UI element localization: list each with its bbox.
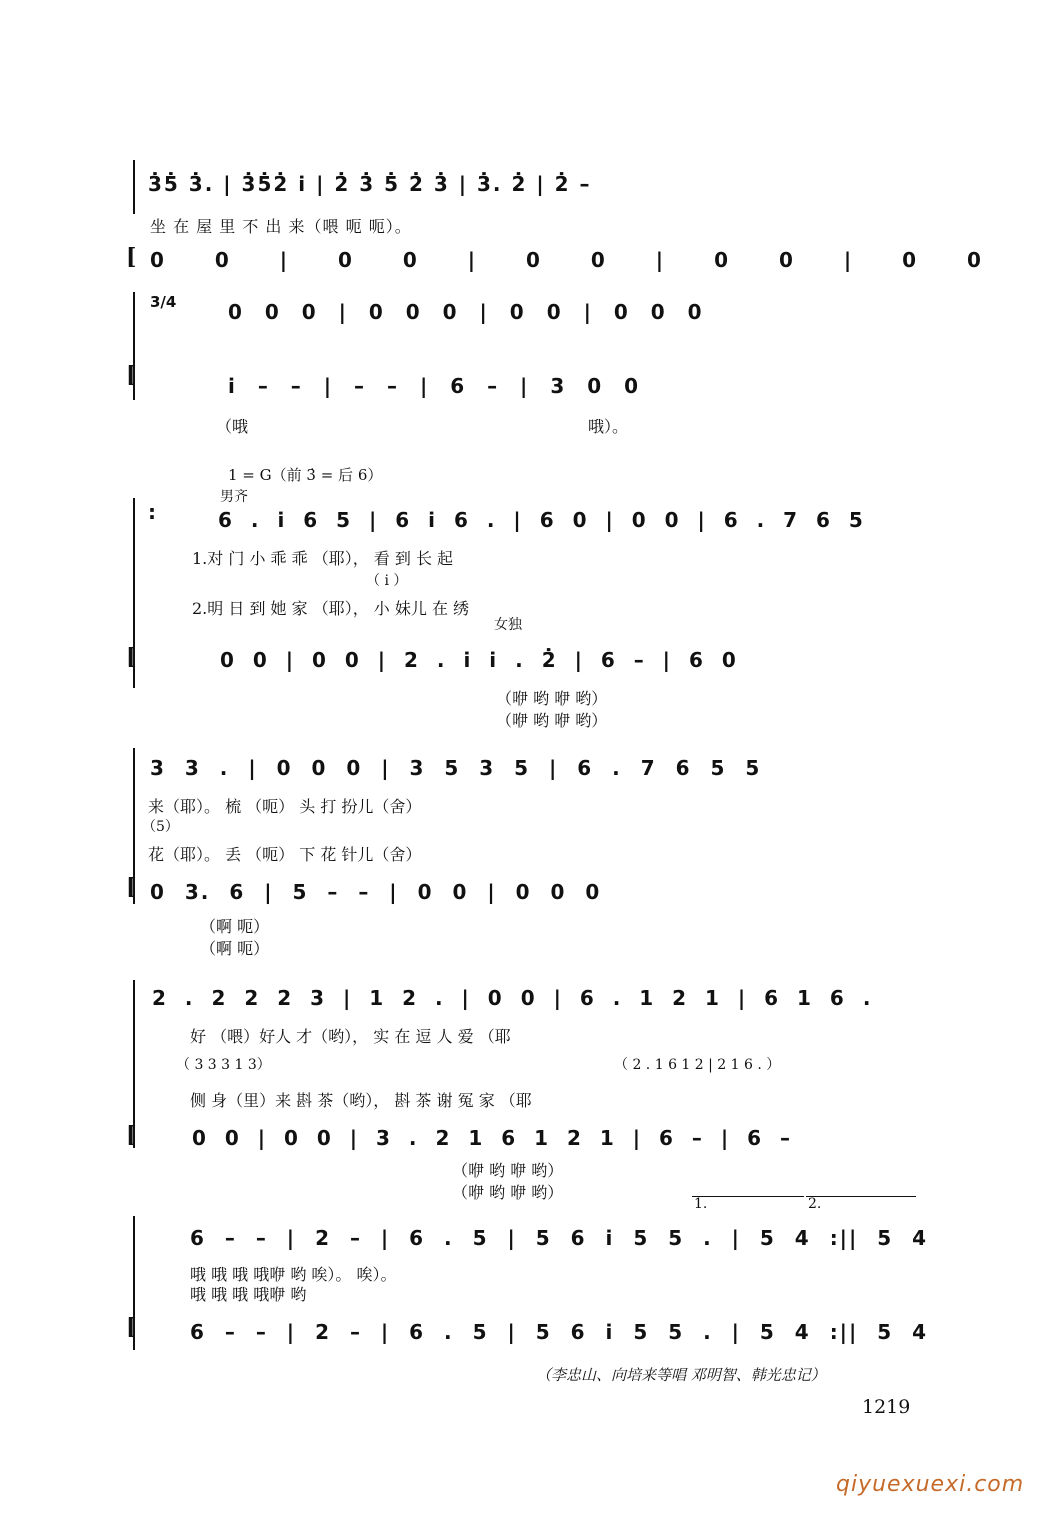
lyric-fragment: （哦	[216, 417, 249, 436]
accompaniment-line: 0 0 | 0 0 | 0 0 | 0 0 | 0 0	[150, 248, 983, 272]
accompaniment-lyric: （咿 哟 咿 哟）	[452, 1161, 564, 1180]
volta-label: 1.	[694, 1196, 708, 1212]
volta-bracket-2	[806, 1196, 916, 1197]
accompaniment-lyric: （咿 哟 咿 哟）	[496, 689, 608, 708]
voice-label: 女独	[494, 617, 522, 633]
alternate-note: （5）	[142, 819, 179, 835]
accompaniment-line: 0 0 | 0 0 | 2 . i̇ i̇ . 2̇ | 6 – | 6 0	[220, 648, 738, 672]
bracket: [	[126, 644, 137, 670]
melody-line: 6 . i̇ 6 5 | 6 i̇ 6 . | 6 0 | 0 0 | 6 . 7 6 5	[218, 508, 865, 532]
accompaniment-lyric: （啊 呃）	[200, 939, 270, 958]
lyric-verse-2: 侧 身（里）来 斟 茶（哟）， 斟 茶 谢 冤 家 （耶	[190, 1091, 532, 1110]
bracket: [	[126, 874, 137, 900]
melody-line: 3̇5̇ 3̇. | 3̇5̇2̇ i̇ | 2̇ 3̇ 5̇ 2̇ 3̇ | 3̇. 2̇ | 2̇ –	[148, 172, 592, 196]
accompaniment-line: 0 0 | 0 0 | 3 . 2 1 6 1 2 1 | 6 – | 6 –	[192, 1126, 793, 1150]
bracket: [	[126, 362, 137, 388]
watermark-logo: qiyuexuexi.com	[836, 1472, 1025, 1497]
volta-label: 2.	[808, 1196, 822, 1212]
accompaniment-line: 0 3. 6 | 5 – – | 0 0 | 0 0 0	[150, 880, 602, 904]
bracket: [	[126, 1314, 137, 1340]
volta-bracket-1	[692, 1196, 804, 1197]
upper-rest-line: 0 0 0 | 0 0 0 | 0 0 | 0 0 0	[228, 300, 704, 324]
system-bar	[133, 160, 135, 214]
credit-line: （李忠山、向培来等唱 邓明智、韩光忠记）	[536, 1366, 826, 1384]
melody-line: 2 . 2 2 2 3 | 1 2 . | 0 0 | 6 . 1 2 1 | 6 1 6 .	[152, 986, 873, 1010]
time-signature: 3/4	[150, 293, 177, 311]
lyric-verse-2: 哦 哦 哦 哦咿 哟	[190, 1285, 307, 1304]
alternate-note: （ 2 . 1 6 1 2 | 2 1 6 . ）	[614, 1057, 781, 1073]
alternate-note: （ i̇ ）	[366, 573, 408, 589]
lyric-verse-1: 1.对 门 小 乖 乖 （耶）， 看 到 长 起	[192, 549, 454, 568]
melody-line: i̇ – – | – – | 6 – | 3 0 0	[228, 374, 640, 398]
lyric-verse-1: 来（耶）。 梳 （呃） 头 打 扮儿（舍）	[148, 797, 422, 816]
accompaniment-line: 6 – – | 2 – | 6 . 5 | 5 6 i̇ 5 5 . | 5 4 :|| 5 4	[190, 1320, 929, 1344]
lyric-verse-1: 好 （喂）好人 才（哟）， 实 在 逗 人 爱 （耶	[190, 1027, 511, 1046]
repeat-start: :	[148, 500, 156, 524]
accompaniment-lyric: （啊 呃）	[200, 917, 270, 936]
lyric-verse-2: 花（耶）。 丢 （呃） 下 花 针儿（舍）	[148, 845, 422, 864]
key-signature: 1 = G（前 3̇ = 后 6）	[228, 466, 383, 484]
accompaniment-lyric: （咿 哟 咿 哟）	[452, 1183, 564, 1202]
alternate-note: （ 3 3 3 1 3）	[176, 1057, 271, 1073]
lyric-fragment: 哦）。	[588, 417, 629, 436]
bracket: [	[126, 244, 137, 270]
melody-line: 3 3 . | 0 0 0 | 3 5 3 5 | 6 . 7 6 5 5	[150, 756, 762, 780]
accompaniment-lyric: （咿 哟 咿 哟）	[496, 711, 608, 730]
melody-line: 6 – – | 2 – | 6 . 5 | 5 6 i̇ 5 5 . | 5 4 :|| 5 4	[190, 1226, 929, 1250]
bracket: [	[126, 1122, 137, 1148]
lyric-verse-2: 2.明 日 到 她 家 （耶）， 小 妹儿 在 绣	[192, 599, 470, 618]
page-number: 1219	[862, 1396, 911, 1418]
voice-label: 男齐	[220, 489, 248, 505]
lyric-verse-1: 哦 哦 哦 哦咿 哟 唉）。 唉）。	[190, 1265, 397, 1284]
lyric-line: 坐 在 屋 里 不 出 来（喂 呃 呃）。	[150, 217, 412, 236]
